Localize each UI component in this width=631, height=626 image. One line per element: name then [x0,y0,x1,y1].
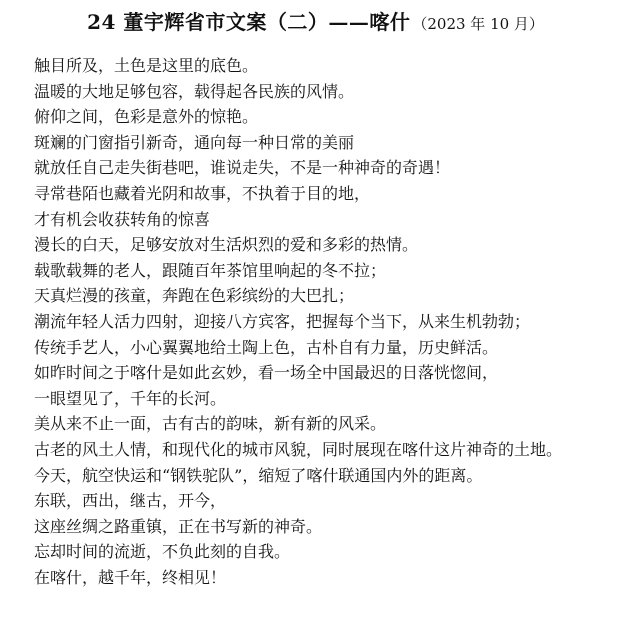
title-main: 24 董宇辉省市文案（二）——喀什 [87,10,411,34]
document-title [0,6,631,35]
paragraph-line: 忘却时间的流逝，不负此刻的自我。 [34,542,291,562]
paragraph-line: 传统手艺人，小心翼翼地给土陶上色，古朴自有力量，历史鲜活。 [34,337,499,357]
paragraph-line: 一眼望见了，千年的长河。 [34,388,227,408]
paragraph-line: 在喀什，越千年，终相见！ [34,567,227,587]
paragraph-line: 这座丝绸之路重镇，正在书写新的神奇。 [34,516,323,536]
paragraph-line: 斑斓的门窗指引新奇，通向每一种日常的美丽 [34,132,355,152]
paragraph-line: 潮流年轻人活力四射，迎接八方宾客，把握每个当下，从来生机勃勃； [34,311,531,331]
paragraph-line: 俯仰之间，色彩是意外的惊艳。 [34,107,259,127]
paragraph-line: 就放任自己走失街巷吧，谁说走失，不是一种神奇的奇遇！ [34,158,451,178]
paragraph-line: 寻常巷陌也藏着光阴和故事，不执着于目的地， [34,183,371,203]
paragraph-line: 天真烂漫的孩童，奔跑在色彩缤纷的大巴扎； [34,286,355,306]
paragraph-line: 如昨时间之于喀什是如此玄妙，看一场全中国最迟的日落恍惚间， [34,363,499,383]
paragraph-line: 东联，西出，继古，开今， [34,491,227,511]
paragraph-line: 温暖的大地足够包容，载得起各民族的风情。 [34,81,355,101]
paragraph-line: 触目所及，土色是这里的底色。 [34,56,259,75]
paragraph-line: 才有机会收获转角的惊喜 [34,209,211,229]
document-body [6,53,614,590]
title-date: （2023 年 10 月） [412,15,544,33]
paragraph-line: 今天，航空快运和“钢铁驼队”，缩短了喀什联通国内外的距离。 [34,465,483,485]
paragraph-line: 漫长的白天，足够安放对生活炽烈的爱和多彩的热情。 [34,235,419,255]
paragraph-line: 古老的风土人情，和现代化的城市风貌，同时展现在喀什这片神奇的土地。 [34,439,563,459]
paragraph-line: 载歌载舞的老人，跟随百年茶馆里响起的冬不拉； [34,260,387,280]
paragraph-line: 美从来不止一面，古有古的韵味，新有新的风采。 [34,414,387,434]
